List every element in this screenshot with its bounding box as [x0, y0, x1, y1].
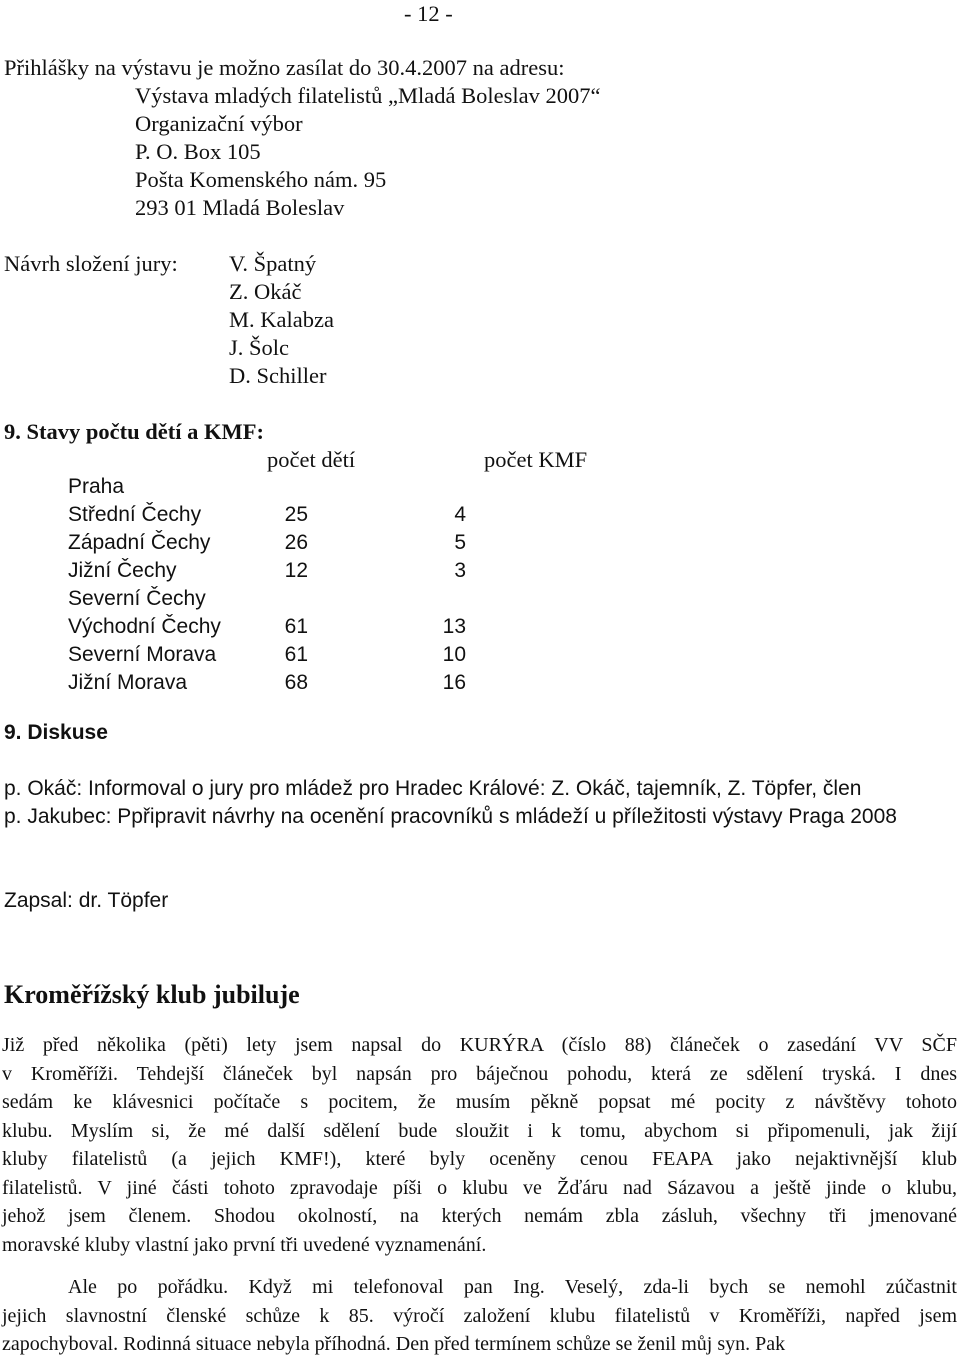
paragraph-line: jehož jsem členem. Shodou okolností, na kterých nemám zbla zásluh, všechny tři jmenované	[2, 1205, 957, 1227]
kmf-count: 3	[454, 559, 466, 582]
region-name: Západní Čechy	[68, 531, 211, 554]
page-number: - 12 -	[404, 1, 453, 26]
address-line: Výstava mladých filatelistů „Mladá Boleslav 2007“	[135, 83, 601, 108]
deti-count: 12	[284, 559, 308, 582]
article-paragraph-1	[2, 1031, 957, 1259]
zapsal-line: Zapsal: dr. Töpfer	[4, 889, 169, 912]
deti-count: 68	[284, 671, 308, 694]
deti-count: 61	[284, 643, 308, 666]
paragraph-line: kluby filatelistů (a jejich KMF!), které byly oceněny cenou FEAPA jako nejaktivnější klub	[2, 1148, 957, 1170]
region-name: Východní Čechy	[68, 615, 221, 638]
jury-member: V. Špatný	[229, 251, 317, 276]
paragraph-line: v Kroměříži. Tehdejší článeček byl napsán pro báječnou pohodu, která ze sdělení tryská. I dnes	[2, 1062, 957, 1085]
jury-member: M. Kalabza	[229, 307, 334, 332]
paragraph-line: zapochyboval. Rodinná situace nebyla příhodná. Den před termínem schůze se ženil můj syn. Pak	[2, 1333, 786, 1355]
section-title: 9. Stavy počtu dětí a KMF:	[4, 419, 264, 444]
jury-label: Návrh složení jury:	[4, 251, 178, 276]
deti-count: 61	[284, 615, 308, 638]
diskuse-item: p. Okáč: Informoval o jury pro mládež pro Hradec Králové: Z. Okáč, tajemník, Z. Töpfer, člen	[4, 777, 862, 800]
intro-line: Přihlášky na výstavu je možno zasílat do 30.4.2007 na adresu:	[4, 55, 565, 80]
region-name: Severní Morava	[68, 643, 217, 666]
kmf-count: 16	[442, 671, 466, 694]
region-name: Severní Čechy	[68, 587, 206, 610]
paragraph-line: Již před několika (pěti) lety jsem napsal do KURÝRA (číslo 88) článeček o zasedání VV SČF	[2, 1034, 957, 1056]
column-header-kmf: počet KMF	[484, 447, 588, 472]
jury-member: J. Šolc	[229, 335, 290, 360]
article-heading: Kroměřížský klub jubiluje	[4, 980, 300, 1009]
kmf-count: 4	[454, 503, 466, 526]
kmf-count: 10	[442, 643, 466, 666]
address-line: 293 01 Mladá Boleslav	[135, 195, 345, 220]
paragraph-line: jejich slavnostní členské schůze k 85. výročí založení klubu filatelistů v Kroměříži, napřed jsem	[2, 1304, 957, 1327]
paragraph-line: klubu. Myslím si, že mé další sdělení bude sloužit i k tomu, abychom si připomenuli, jak žijí	[2, 1119, 957, 1142]
column-header-deti: počet dětí	[267, 447, 356, 472]
paragraph-line: moravské kluby vlastní jako první tři uvedené vyznamenání.	[2, 1233, 487, 1256]
paragraph-line: sedám ke klávesnici počítače s pocitem, že musím pěkně popsat mé pocity z návštěvy tohoto	[2, 1091, 957, 1113]
article-paragraph-2	[2, 1273, 957, 1359]
diskuse-title: 9. Diskuse	[4, 721, 108, 744]
jury-member: D. Schiller	[229, 363, 327, 388]
region-name: Jižní Čechy	[68, 559, 177, 582]
deti-count: 25	[284, 503, 308, 526]
address-line: Organizační výbor	[135, 111, 303, 136]
region-name: Jižní Morava	[68, 671, 188, 694]
region-name: Střední Čechy	[68, 503, 202, 526]
deti-count: 26	[284, 531, 308, 554]
region-name: Praha	[68, 475, 125, 498]
paragraph-line: Ale po pořádku. Když mi telefonoval pan Ing. Veselý, zda-li bych se nemohl zúčastnit	[68, 1276, 957, 1298]
jury-member: Z. Okáč	[229, 279, 302, 304]
address-line: Pošta Komenského nám. 95	[135, 167, 387, 192]
kmf-count: 13	[442, 615, 466, 638]
address-line: P. O. Box 105	[135, 139, 261, 164]
diskuse-item: p. Jakubec: Ppřipravit návrhy na ocenění pracovníků s mládeží u příležitosti výstavy Praga 2008	[4, 805, 897, 828]
paragraph-line: filatelistů. V jiné části tohoto zpravodaje píši o klubu ve Žďáru nad Sázavou a ještě jinde o klubu,	[2, 1176, 957, 1199]
kmf-count: 5	[454, 531, 466, 554]
